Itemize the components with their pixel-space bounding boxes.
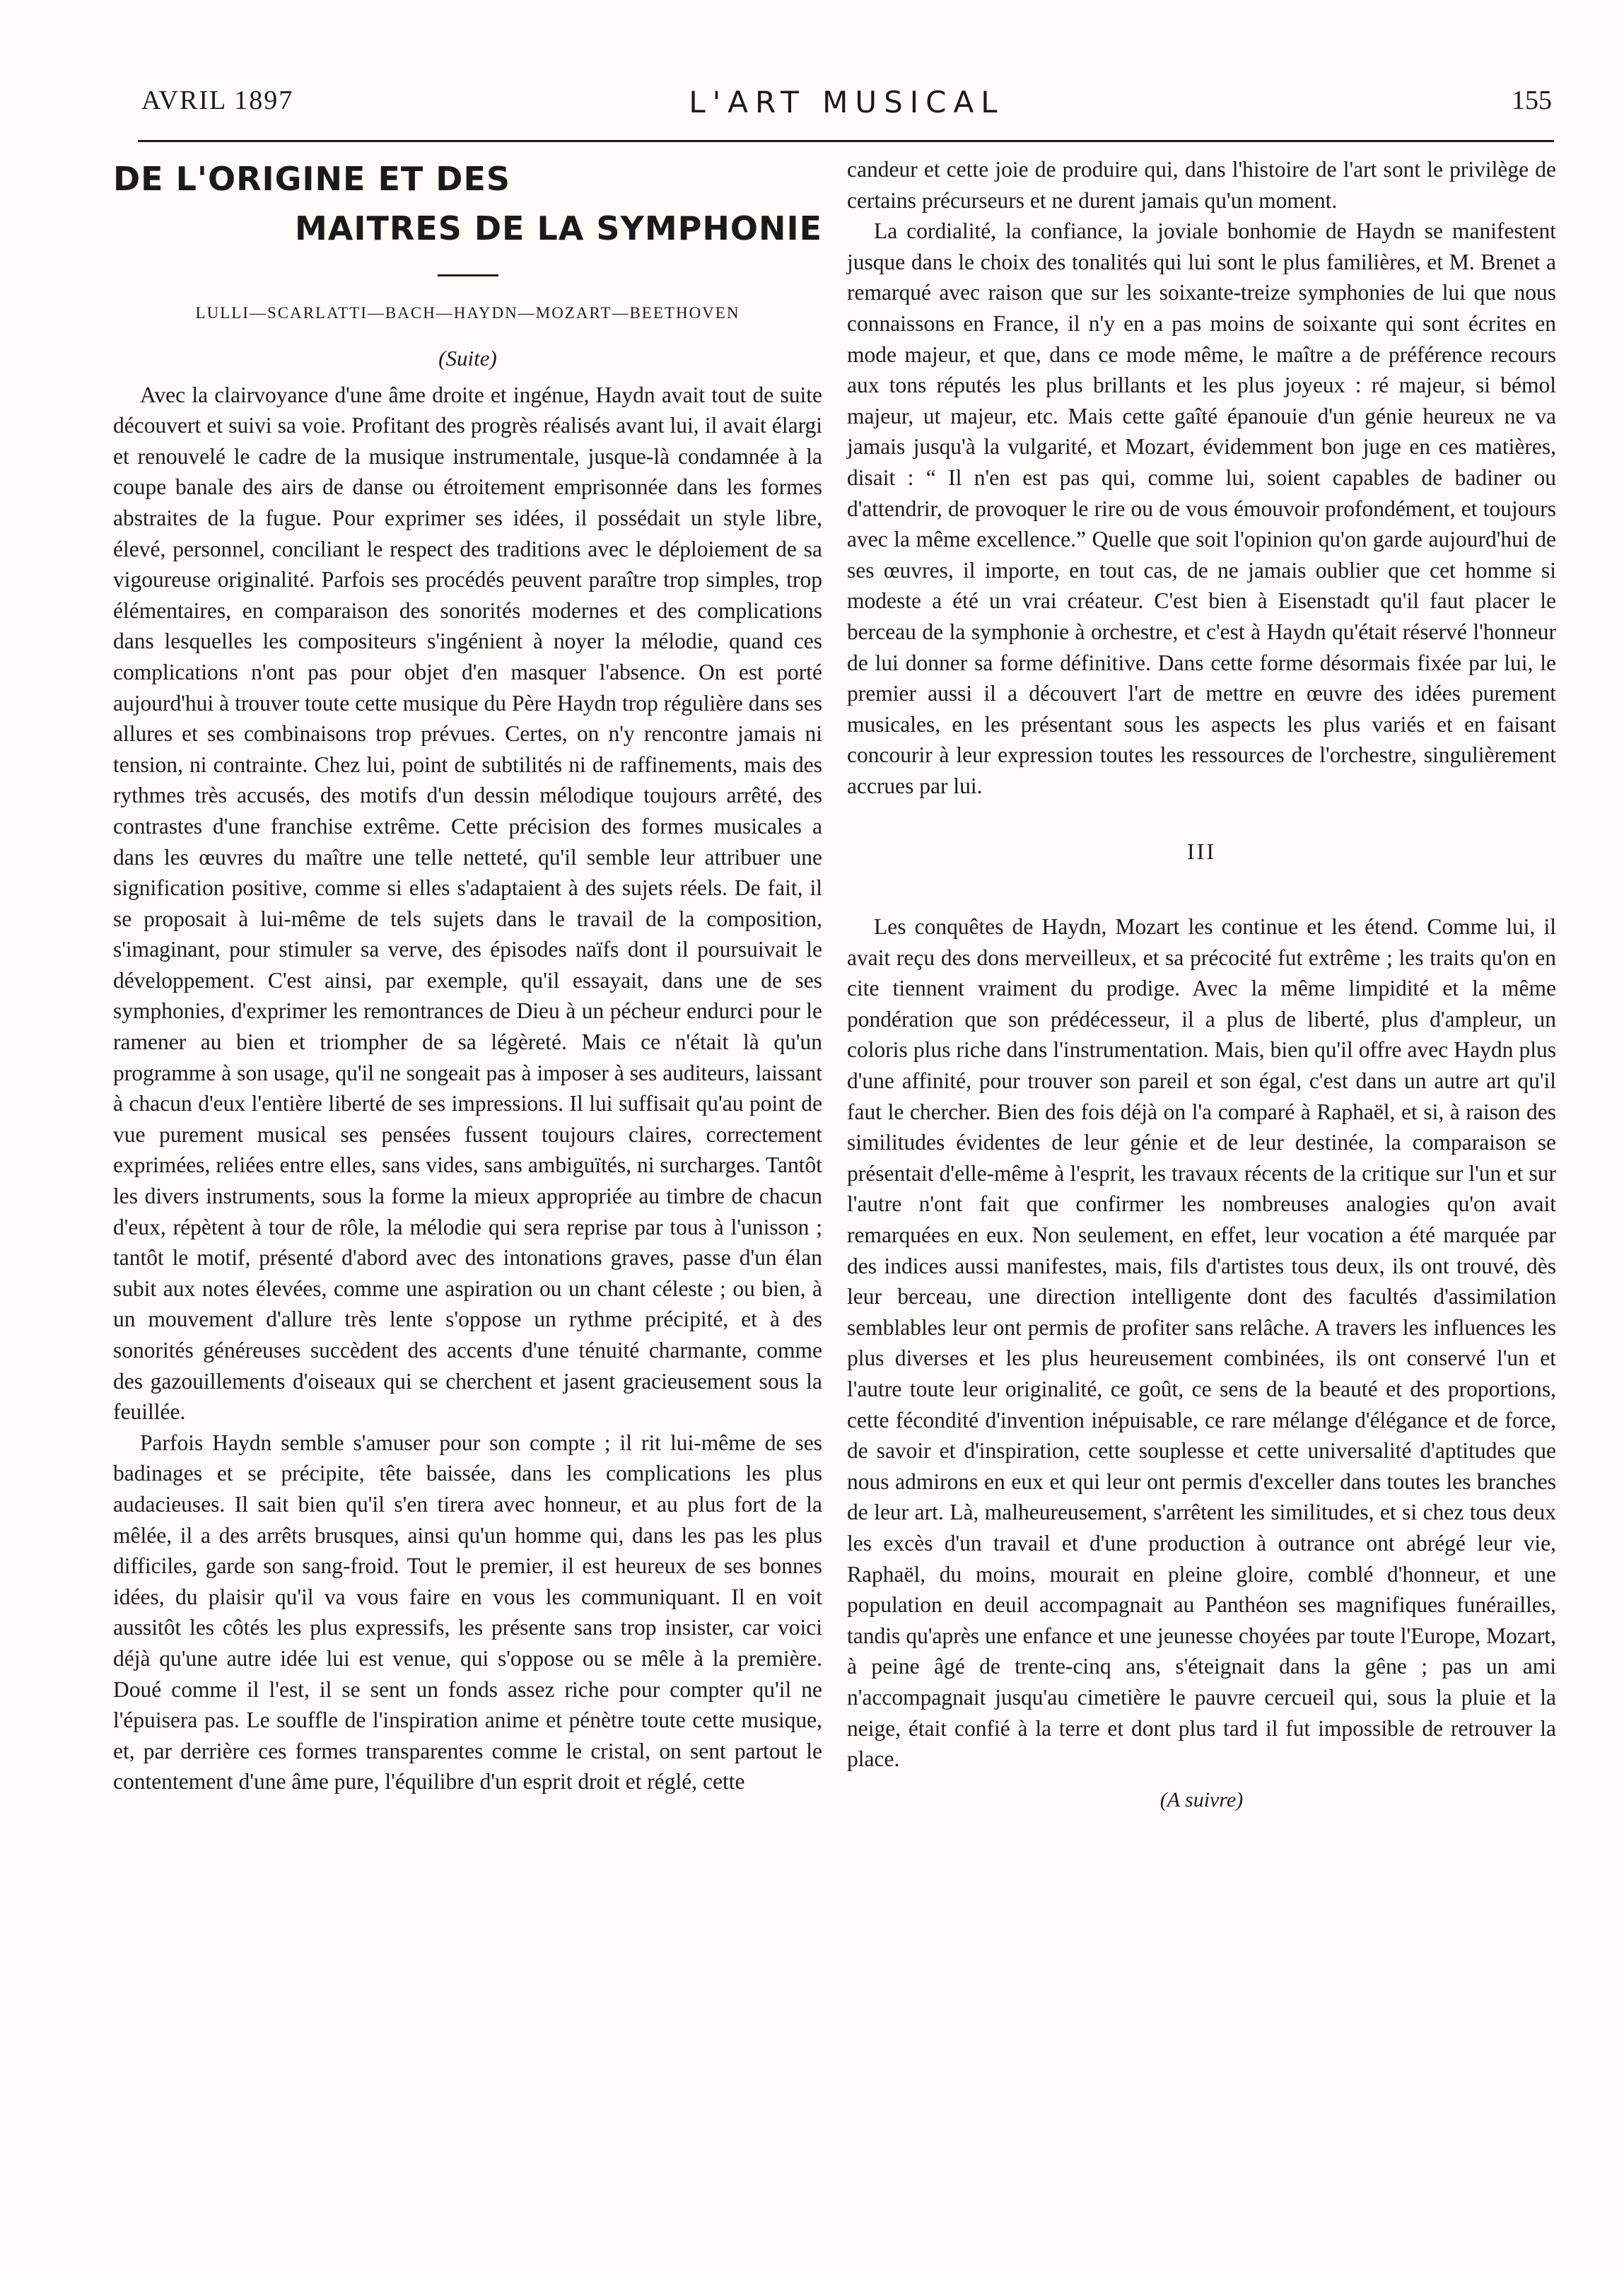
page-number: 155 xyxy=(1512,86,1552,115)
article-subtitle: LULLI—SCARLATTI—BACH—HAYDN—MOZART—BEETHOVEN xyxy=(195,304,740,322)
right-paragraphs-part-2 xyxy=(847,911,1556,1775)
suite-label: (Suite) xyxy=(438,346,497,370)
paragraph: La cordialité, la confiance, la joviale bonhomie de Haydn se manifestent jusque dans le choix des tonalités qui lui sont le plus familières, et M. Brenet a remarqué avec raison que sur les soixante-treize symphonies de lui que nous connaissons en France, il n'y en a pas moins de soixante qui sont écrites en mode majeur, et que, dans ce mode même, le maître a de préférence recours aux tons réputés les plus brillants et les plus joyeux : ré majeur, si bémol majeur, ut majeur, etc. Mais cette gaîté épanouie d'un génie heureux ne va jamais jusqu'à la vulgarité, et Mozart, évidemment bon juge en ces matières, disait : “ Il n'en est pas qui, comme lui, soient capables de badiner ou d'attendrir, de provoquer le rire ou de vous émouvoir profondément, et toujours avec la même excellence.” Quelle que soit l'opinion qu'on garde aujourd'hui de ses œuvres, il importe, en tout cas, de ne jamais oublier que cet homme si modeste a été un vrai créateur. C'est bien à Eisenstadt qu'il faut placer le berceau de la symphonie à orchestre, et c'est à Haydn qu'était réservé l'honneur de lui donner sa forme définitive. Dans cette forme désormais fixée par lui, le premier aussi il a découvert l'art de mettre en œuvre des idées purement musicales, en les présentant sous les aspects les plus variés et en faisant concourir à leur expression toutes les ressources de l'orchestre, singulièrement accrues par lui. xyxy=(847,218,1556,798)
right-paragraphs-part-1 xyxy=(847,154,1556,801)
left-paragraphs xyxy=(113,380,822,1797)
paragraph: Parfois Haydn semble s'amuser pour son compte ; il rit lui-même de ses badinages et se précipite, tête baissée, dans les complications les plus audacieuses. Il sait bien qu'il s'en tirera avec honneur, et au plus fort de la mêlée, il a des arrêts brusques, ainsi qu'un homme qui, dans les pas les plus difficiles, garde son sang-froid. Tout le premier, il est heureux de ses bonnes idées, du plaisir qu'il va vous faire en vous les communiquant. Il en voit aussitôt les côtés les plus expressifs, les présente sans trop insister, car voici déjà qu'une autre idée lui est venue, qui s'oppose ou se mêle à la première. Doué comme il l'est, il se sent un fonds assez riche pour compter qu'il ne l'épuisera pas. Le souffle de l'inspiration anime et pénètre toute cette musique, et, par derrière ces formes transparentes comme le cristal, on sent partout le contentement d'une âme pure, l'équilibre d'un esprit droit et réglé, cette xyxy=(113,1430,822,1794)
right-column xyxy=(847,154,1556,1815)
paragraph: candeur et cette joie de produire qui, dans l'histoire de l'art sont le privilège de certains précurseurs et ne durent jamais qu'un moment. xyxy=(847,157,1556,213)
article-title-line-2: MAITRES DE LA SYMPHONIE xyxy=(295,209,822,247)
page-header xyxy=(141,85,1552,141)
left-column xyxy=(113,154,822,1797)
title-rule xyxy=(438,274,498,276)
journal-title: L'ART MUSICAL xyxy=(689,85,1005,119)
paragraph: Avec la clairvoyance d'une âme droite et ingénue, Haydn avait tout de suite découvert et suivi sa voie. Profitant des progrès réalisés avant lui, il avait élargi et renouvelé le cadre de la musique instrumentale, jusque-là condamnée à la coupe banale des airs de danse ou étroitement emprisonnée dans les formes abstraites de la fugue. Pour exprimer ses idées, il possédait un style libre, élevé, personnel, conciliant le respect des traditions avec le déploiement de sa vigoureuse originalité. Parfois ses procédés peuvent paraître trop simples, trop élémentaires, en comparaison des sonorités modernes et des complications dans lesquelles les compositeurs s'ingénient à noyer la mélodie, quand ces complications n'ont pas pour objet d'en masquer l'absence. On est porté aujourd'hui à trouver toute cette musique du Père Haydn trop régulière dans ses allures et ses combinaisons trop prévues. Certes, on n'y rencontre jamais ni tension, ni contrainte. Chez lui, point de subtilités ni de raffinements, mais des rythmes très accusés, des motifs d'un dessin mélodique toujours arrêté, des contrastes d'une franchise extrême. Cette précision des formes musicales a dans les œuvres du maître une telle netteté, qu'il semble leur attribuer une signification positive, comme si elles s'adaptaient à des sujets réels. De fait, il se proposait à lui-même de tels sujets dans le travail de la composition, s'imaginant, pour stimuler sa verve, des épisodes naïfs dont il poursuivait le développement. C'est ainsi, par exemple, qu'il essayait, dans une de ses symphonies, d'exprimer les remontrances de Dieu à un pécheur endurci pour le ramener au bien et triompher de sa légèreté. Mais ce n'était là qu'un programme à son usage, qu'il ne songeait pas à imposer à ses auditeurs, laissant à chacun d'eux l'entière liberté de ses impressions. Il lui suffisait qu'au point de vue purement musical ses pensées fussent toujours claires, correctement exprimées, reliées entre elles, sans vides, sans ambiguïtés, ni surcharges. Tantôt les divers instruments, sous la forme la mieux appropriée au timbre de chacun d'eux, répètent à tour de rôle, la mélodie qui sera reprise par tous à l'unisson ; tantôt le motif, présenté d'abord avec des intonations graves, passe d'un élan subit aux notes élevées, comme une aspiration ou un chant céleste ; ou bien, à un mouvement d'allure très lente s'oppose un rythme précipité, et à des sonorités généreuses succèdent des accents d'une ténuité charmante, comme des gazouillements d'oiseaux qui se cherchent et jasent gracieusement sous la feuillée. xyxy=(113,382,822,1425)
section-number: III xyxy=(1187,839,1216,865)
a-suivre-label: (A suivre) xyxy=(1159,1787,1244,1811)
article-title-line-1: DE L'ORIGINE ET DES xyxy=(113,160,511,198)
header-rule xyxy=(138,140,1554,142)
paragraph: Les conquêtes de Haydn, Mozart les continue et les étend. Comme lui, il avait reçu des dons merveilleux, et sa précocité fut extrême ; les traits qu'on en cite tiennent vraiment du prodige. Avec la même limpidité et la même pondération que son prédécesseur, il a plus de liberté, plus d'ampleur, un coloris plus riche dans l'instrumentation. Mais, bien qu'il offre avec Haydn plus d'une affinité, pour trouver son pareil et son égal, c'est dans un autre art qu'il faut le chercher. Bien des fois déjà on l'a comparé à Raphaël, et si, à raison des similitudes évidentes de leur génie et de leur destinée, la comparaison se présentait d'elle-même à l'esprit, les travaux récents de la critique sur l'un et sur l'autre n'ont fait que confirmer les nombreuses analogies qu'on avait remarquées en eux. Non seulement, en effet, leur vocation a été marquée par des indices aussi manifestes, mais, fils d'artistes tous deux, ils ont trouvé, dès leur berceau, une direction intelligente dont des facultés d'assimilation semblables leur ont permis de profiter sans relâche. A travers les influences les plus diverses et les plus heureusement combinées, ils ont conservé l'un et l'autre toute leur originalité, ce goût, ce sens de la beauté et des proportions, cette fécondité d'invention inépuisable, ce rare mélange d'élégance et de force, de savoir et d'inspiration, cette souplesse et cette universalité d'aptitudes que nous admirons en eux et qui leur ont permis d'exceller dans toutes les branches de leur art. Là, malheureusement, s'arrêtent les similitudes, et si chez tous deux les excès d'un travail et d'une production à outrance ont abrégé leur vie, Raphaël, du moins, mourait en pleine gloire, comblé d'honneur, et une population en deuil accompagnait au Panthéon ses magnifiques funérailles, tandis qu'après une enfance et une jeunesse choyées par toute l'Europe, Mozart, à peine âgé de trente-cinq ans, s'éteignait dans la gêne ; pas un ami n'accompagnait jusqu'au cimetière le pauvre cercueil qui, sous la pluie et la neige, était confié à la terre et dont plus tard il fut impossible de retrouver la place. xyxy=(847,914,1556,1772)
issue-date: AVRIL 1897 xyxy=(141,86,294,115)
article-title xyxy=(113,154,822,253)
